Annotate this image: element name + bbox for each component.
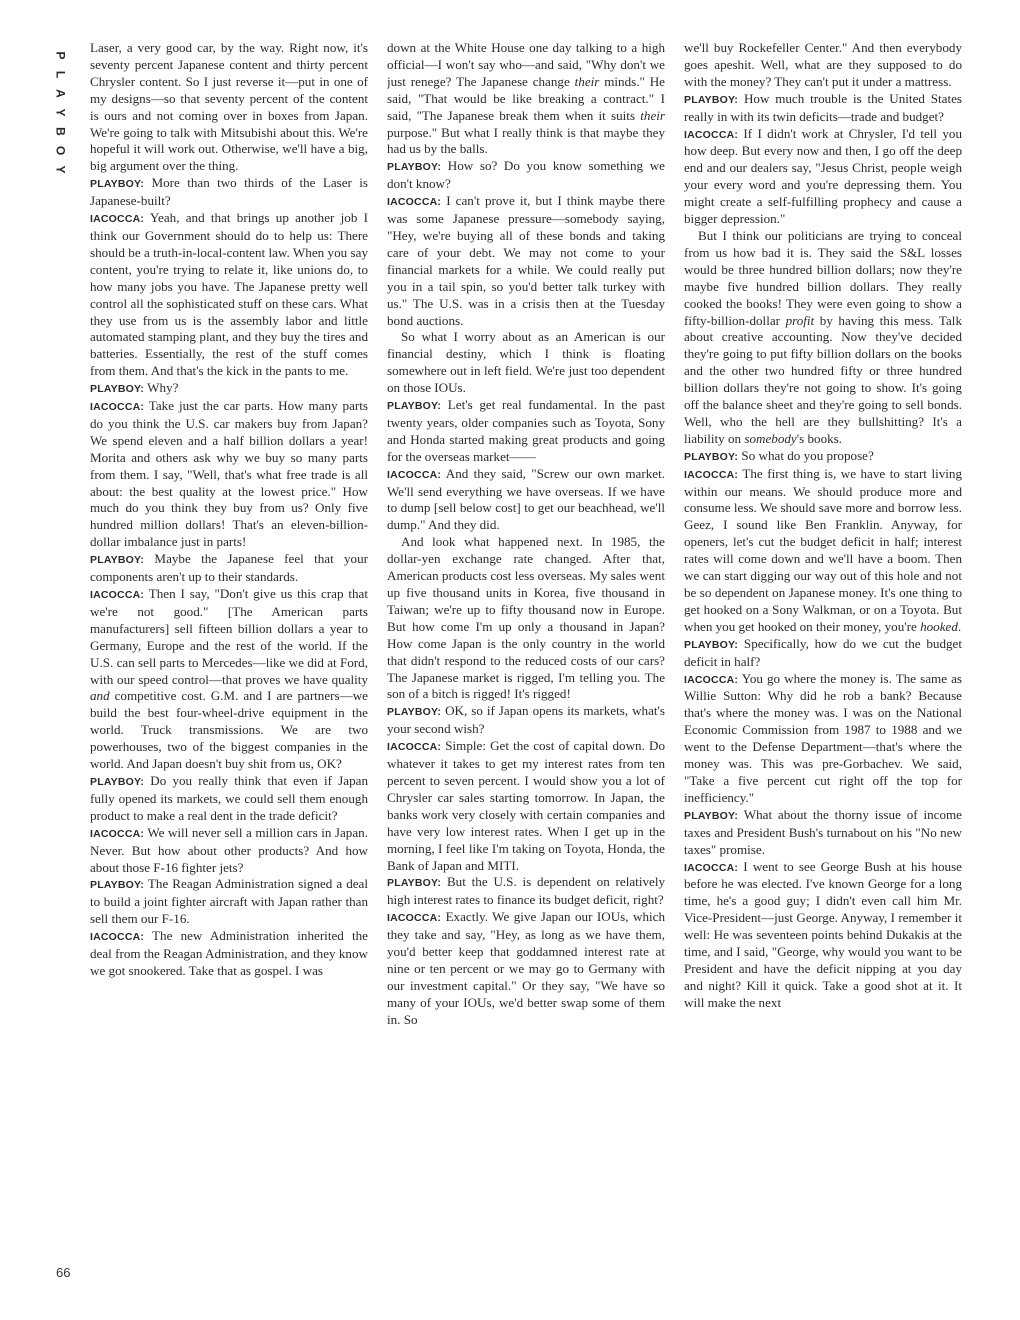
emphasis-text: hooked <box>920 618 958 634</box>
paragraph-text: So what I worry about as an American is our financial destiny, which I think is floating somewhere out in left field. We're just too dependent on those IOUs. <box>387 329 665 396</box>
paragraph-text: by having this mess. Talk about creative accounting. Now they've decided they're going to put fifty billion dollars on the books and the other two hundred fifty or three hundred billion dollars they're not going to show. It's going off the balance sheet and they're going to sell bonds. Well, who the hell are they bullshitting? It's a liability on <box>684 312 962 446</box>
emphasis-text: and <box>90 688 110 704</box>
side-label-letter: O <box>53 145 68 156</box>
interview-paragraph <box>90 928 368 980</box>
interview-paragraph <box>684 807 962 859</box>
speaker-label: PLAYBOY: <box>90 554 145 567</box>
paragraph-text: down at the White House one day talking to a high official—I won't say who—and said, "Why don't we just renege? The Japanese change <box>387 40 665 89</box>
interview-paragraph <box>684 859 962 1012</box>
paragraph-text: How so? Do you know something we don't know? <box>387 158 665 192</box>
speaker-label: PLAYBOY: <box>387 877 442 890</box>
interview-paragraph <box>90 398 368 551</box>
speaker-label: IACOCCA: <box>684 861 739 874</box>
paragraph-text: Then I say, "Don't give us this crap that we're not good." [The American parts manufacturers] sell fifteen billion dollars a year to Germany, Europe and the rest of the world. If the U.S. can sell parts to Mercedes—like we did at Ford, with our speed control—that proves we have quality <box>90 586 368 687</box>
speaker-label: IACOCCA: <box>387 468 442 481</box>
magazine-side-label <box>53 46 67 179</box>
body-paragraph <box>387 329 665 397</box>
paragraph-text: . <box>957 618 962 634</box>
speaker-label: IACOCCA: <box>387 196 442 209</box>
paragraph-text: And look what happened next. In 1985, the dollar-yen exchange rate changed. After that, American products cost less overseas. My sales went up five thousand units in Korea, five thousand in Taiwan; we're up to fifty thousand now in Europe. But how come I'm up only a thousand in Japan? How come Japan is the only country in the world that didn't respond to the reduced costs of our cars? The Japanese market is rigged, I'm telling you. The son of a bitch is rigged! It's rigged! <box>387 534 665 702</box>
speaker-label: IACOCCA: <box>90 827 145 840</box>
speaker-label: IACOCCA: <box>684 468 739 481</box>
speaker-label: IACOCCA: <box>90 589 145 601</box>
paragraph-text: I went to see George Bush at his house before he was elected. I've known George for a long time, he's a good guy; I didn't even call him Mr. Vice-President—just George. Anyway, I remember it well: He was seventeen points behind Dukakis at the time, and I said, "George, why would you want to be President and have the deficit nipping at you day and night? Kill it quick. Take a good shot at it. It will make the next <box>684 858 962 1010</box>
paragraph-text: The first thing is, we have to start living within our means. We should produce more and consume less. We should save more and borrow less. Geez, I sound like Ben Franklin. Anyway, for openers, let's cut the budget deficit in half; interest rates will come down and we'll have a boom. Then we can start digging our way out of this hole and not be so dependent on Japanese money. It's one thing to get hooked on a Sony Walkman, or on a Toyota. But when you get hooked on their money, you're <box>684 465 962 634</box>
paragraph-text: Laser, a very good car, by the way. Right now, it's seventy percent Japanese content and thirty percent Chrysler content. So I just reverse it—put in one of my designs—so that seventy percent of the content is ours and not coming over in boxes from Japan. We're going to talk with Mitsubishi about this. We're hopeful it will work out. Otherwise, we'll have a big, big argument over the thing. <box>90 40 368 174</box>
interview-paragraph <box>387 874 665 909</box>
side-label-letter: L <box>53 70 68 79</box>
emphasis-text: somebody <box>744 430 797 446</box>
body-paragraph <box>684 228 962 448</box>
interview-paragraph <box>387 738 665 874</box>
paragraph-text: Do you really think that even if Japan fully opened its markets, we could sell them enough product to make a real dent in the trade deficit? <box>90 772 368 823</box>
interview-paragraph <box>684 91 962 126</box>
speaker-label: PLAYBOY: <box>684 93 739 106</box>
speaker-label: PLAYBOY: <box>387 400 442 413</box>
body-paragraph <box>90 40 368 175</box>
interview-paragraph <box>387 466 665 535</box>
interview-paragraph <box>684 126 962 228</box>
paragraph-text: Exactly. We give Japan our IOUs, which they take and say, "Hey, as long as we have them, you'd better keep that goddamned interest rate at nine or ten percent or we may go to Germany with our investment capital." Or they say, "We have so many of your IOUs, we'd better swap some of them in. So <box>387 909 665 1027</box>
side-label-letter: Y <box>53 108 68 117</box>
speaker-label: IACOCCA: <box>684 128 739 141</box>
page-number: 66 <box>56 1265 71 1280</box>
paragraph-text: purpose." But what I really think is that maybe they had us by the balls. <box>387 124 665 157</box>
emphasis-text: their <box>574 73 600 89</box>
paragraph-text: The new Administration inherited the deal from the Reagan Administration, and they know we got snookered. Take that as gospel. I was <box>90 928 368 978</box>
paragraph-text: Simple: Get the cost of capital down. Do whatever it takes to get my interest rates from ten percent to seven percent. I would show you a lot of Chrysler car sales starting tomorrow. In Japan, the banks work very closely with certain companies and have very low interest rates. When I get up in the morning, I feel like I'm taking on Toyota, Honda, the Bank of Japan and MITI. <box>387 738 665 873</box>
speaker-label: PLAYBOY: <box>387 161 442 174</box>
interview-paragraph <box>90 380 368 398</box>
paragraph-text: You go where the money is. The same as Willie Sutton: Why did he rob a bank? Because that's where the money was. I was on the National Economic Commission from 1987 to 1988 and we went to the Defense Department—that's where the money was. This was pre-Gorbachev. We said, "Take a five percent cut right off the top for inefficiency." <box>684 670 962 805</box>
paragraph-text: The Reagan Administration signed a deal to build a joint fighter aircraft with Japan rather than sell them our F-16. <box>90 876 368 927</box>
interview-paragraph <box>684 671 962 807</box>
side-label-letter: A <box>53 89 68 98</box>
paragraph-text: How much trouble is the United States really in with its twin deficits—trade and budget? <box>684 90 962 124</box>
paragraph-text: But I think our politicians are trying to conceal from us how bad it is. They said the S&L losses would be three hundred billion dollars; now they're maybe five hundred billion dollars. They really cooked the books! They were even going to show a fifty-billion-dollar <box>684 227 962 328</box>
text-column-1 <box>90 40 368 1290</box>
speaker-label: IACOCCA: <box>387 912 442 925</box>
interview-paragraph <box>90 551 368 586</box>
paragraph-text: But the U.S. is dependent on relatively high interest rates to finance its budget deficit, right? <box>387 874 665 908</box>
speaker-label: IACOCCA: <box>90 401 145 414</box>
speaker-label: PLAYBOY: <box>684 809 739 822</box>
side-label-letter: Y <box>53 165 68 174</box>
speaker-label: PLAYBOY: <box>90 178 145 191</box>
paragraph-text: What about the thorny issue of income taxes and President Bush's turnabout on his "No new taxes" promise. <box>684 806 962 857</box>
body-paragraph <box>387 40 665 158</box>
interview-paragraph <box>90 825 368 877</box>
paragraph-text: More than two thirds of the Laser is Japanese-built? <box>90 175 368 209</box>
emphasis-text: their <box>640 107 665 123</box>
speaker-label: PLAYBOY: <box>90 383 145 396</box>
interview-paragraph <box>684 466 962 636</box>
speaker-label: IACOCCA: <box>387 741 442 754</box>
interview-paragraph <box>684 448 962 466</box>
paragraph-text: We will never sell a million cars in Japan. Never. But how about other products? And how about those F-16 fighter jets? <box>90 824 368 875</box>
interview-paragraph <box>90 210 368 380</box>
text-column-2 <box>387 40 665 1290</box>
text-column-3 <box>684 40 962 1290</box>
interview-paragraph <box>90 586 368 773</box>
side-label-letter: B <box>53 127 68 136</box>
paragraph-text: If I didn't work at Chrysler, I'd tell you how deep. But every now and then, I go off the deep end and our dealers say, "Jesus Christ, people weigh your every word and you're depressing them. You might create a self-fulfilling prophecy and cause a bigger depression." <box>684 125 962 227</box>
paragraph-text: Specifically, how do we cut the budget deficit in half? <box>684 635 962 669</box>
interview-paragraph <box>90 876 368 928</box>
paragraph-text: Yeah, and that brings up another job I think our Government should do to help us: There should be a truth-in-local-content law. When you say content, you're trying to relate it, like unions do, to how many jobs you have. The Japanese pretty well control all the sophisticated stuff on these cars. What they use from us is the assembly labor and little automated stamping plant, and they buy the tires and batteries. Essentially, the rest of the stuff comes from them. And that's the kick in the pants to me. <box>90 210 368 379</box>
speaker-label: IACOCCA: <box>90 213 145 226</box>
paragraph-text: we'll buy Rockefeller Center." And then everybody goes apeshit. Well, what are they supposed to do with the money? They can't put it under a mattress. <box>684 40 962 89</box>
speaker-label: PLAYBOY: <box>90 879 145 892</box>
interview-paragraph <box>387 397 665 466</box>
speaker-label: PLAYBOY: <box>387 706 442 719</box>
interview-paragraph <box>90 773 368 825</box>
paragraph-text: competitive cost. G.M. and I are partners—we build the best four-wheel-drive equipment in the world. Truck transmissions. We are two powerhouses, two of the biggest companies in the world. And Japan doesn't buy shit from us, OK? <box>90 688 368 772</box>
paragraph-text: Take just the car parts. How many parts do you think the U.S. car makers buy from Japan? We spend eleven and a half billion dollars a year! Morita and others ask why we buy so many parts from them. I say, "Well, that's what free trade is all about: the best quality at the lowest price." How much do you think they buy from us? Only five hundred million dollars! That's an eleven-billion-dollar imbalance just in parts! <box>90 398 368 550</box>
speaker-label: PLAYBOY: <box>684 638 739 651</box>
side-label-letter: P <box>53 51 68 60</box>
paragraph-text: Let's get real fundamental. In the past twenty years, older companies such as Toyota, Sony and Honda started making great products and going for the overseas market—— <box>387 397 665 464</box>
speaker-label: IACOCCA: <box>684 673 739 686</box>
paragraph-text: And they said, "Screw our own market. We'll send everything we have overseas. If we have to dump [sell below cost] to get our beachhead, we'll dump." And they did. <box>387 465 665 533</box>
speaker-label: PLAYBOY: <box>90 775 145 788</box>
interview-paragraph <box>387 703 665 738</box>
paragraph-text: minds." He said, "That would be like breaking a contract." I said, "The Japanese break them when it suits <box>387 73 665 123</box>
paragraph-text: I can't prove it, but I think maybe there was some Japanese pressure—somebody saying, "Hey, we're buying all of these bonds and taking care of your debt. We may not come to your financial markets for a while. We could really put you in a tail spin, so you'd better talk turkey with us." The U.S. was in a crisis then at the Tuesday bond auctions. <box>387 193 665 328</box>
interview-paragraph <box>387 158 665 193</box>
emphasis-text: profit <box>785 312 815 328</box>
body-paragraph <box>387 534 665 703</box>
paragraph-text: Maybe the Japanese feel that your components aren't up to their standards. <box>90 551 368 585</box>
body-paragraph <box>684 40 962 91</box>
interview-paragraph <box>387 193 665 329</box>
paragraph-text: OK, so if Japan opens its markets, what's your second wish? <box>387 703 665 737</box>
interview-paragraph <box>387 909 665 1028</box>
interview-paragraph <box>684 636 962 671</box>
paragraph-text: Why? <box>147 380 179 396</box>
paragraph-text: So what do you propose? <box>741 447 874 463</box>
paragraph-text: 's books. <box>796 430 843 446</box>
speaker-label: IACOCCA: <box>90 931 145 944</box>
speaker-label: PLAYBOY: <box>684 450 739 463</box>
interview-paragraph <box>90 175 368 210</box>
